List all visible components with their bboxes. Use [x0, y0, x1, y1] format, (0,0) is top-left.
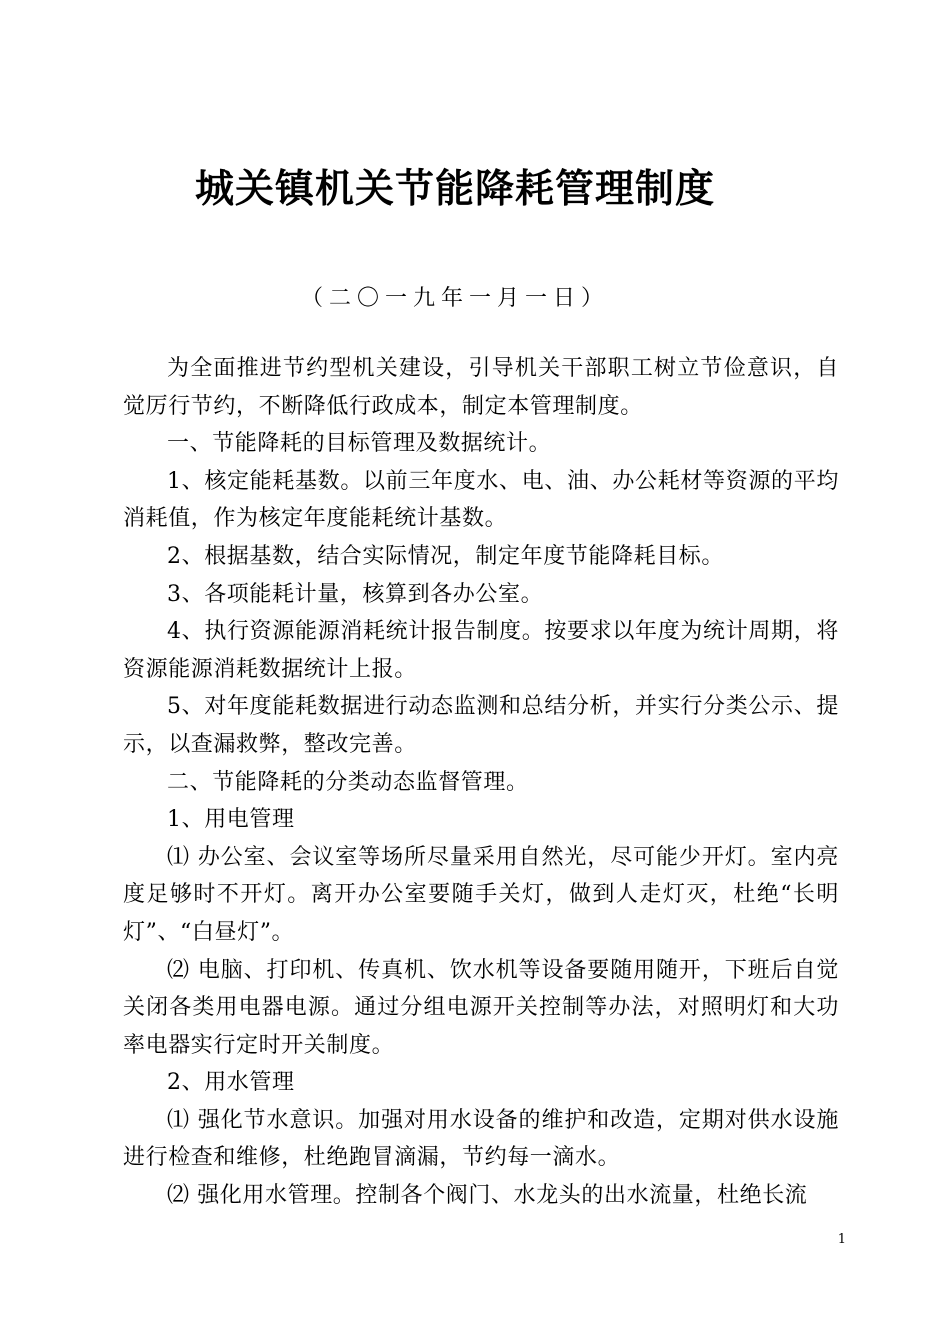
section-heading-2: 二、节能降耗的分类动态监督管理。	[167, 769, 529, 795]
paragraph: 1、核定能耗基数。以前三年度水、电、油、办公耗材等资源的平均消耗值，作为核定年度能耗统计基数。	[123, 468, 839, 532]
paragraph: ⑵ 强化用水管理。控制各个阀门、水龙头的出水流量，杜绝长流	[167, 1183, 808, 1209]
paragraph: 3、各项能耗计量，核算到各办公室。	[167, 581, 544, 607]
paragraph: ⑴ 办公室、会议室等场所尽量采用自然光，尽可能少开灯。室内亮度足够时不开灯。离开办公室要随手关灯，做到人走灯灭，杜绝“长明灯”、“白昼灯”。	[123, 844, 839, 945]
subsection-heading: 1、用电管理	[167, 807, 295, 833]
paragraph: ⑵ 电脑、打印机、传真机、饮水机等设备要随用随开，下班后自觉关闭各类用电器电源。通过分组电源开关控制等办法，对照明灯和大功率电器实行定时开关制度。	[123, 957, 839, 1058]
paragraph: ⑴ 强化节水意识。加强对用水设备的维护和改造，定期对供水设施进行检查和维修，杜绝跑冒滴漏，节约每一滴水。	[123, 1107, 839, 1171]
document-title: 城关镇机关节能降耗管理制度	[194, 166, 715, 212]
document-body	[123, 350, 839, 1215]
paragraph-intro: 为全面推进节约型机关建设，引导机关干部职工树立节俭意识，自觉厉行节约，不断降低行政成本，制定本管理制度。	[123, 356, 839, 419]
section-heading-1: 一、节能降耗的目标管理及数据统计。	[167, 431, 552, 457]
document-date: （二〇一九年一月一日）	[300, 286, 609, 311]
subsection-heading: 2、用水管理	[167, 1070, 295, 1096]
page-number: 1	[837, 1232, 846, 1247]
paragraph: 5、对年度能耗数据进行动态监测和总结分析，并实行分类公示、提示，以查漏救弊，整改完善。	[123, 694, 839, 757]
paragraph: 4、执行资源能源消耗统计报告制度。按要求以年度为统计周期，将资源能源消耗数据统计上报。	[123, 619, 839, 682]
paragraph: 2、根据基数，结合实际情况，制定年度节能降耗目标。	[167, 543, 724, 569]
